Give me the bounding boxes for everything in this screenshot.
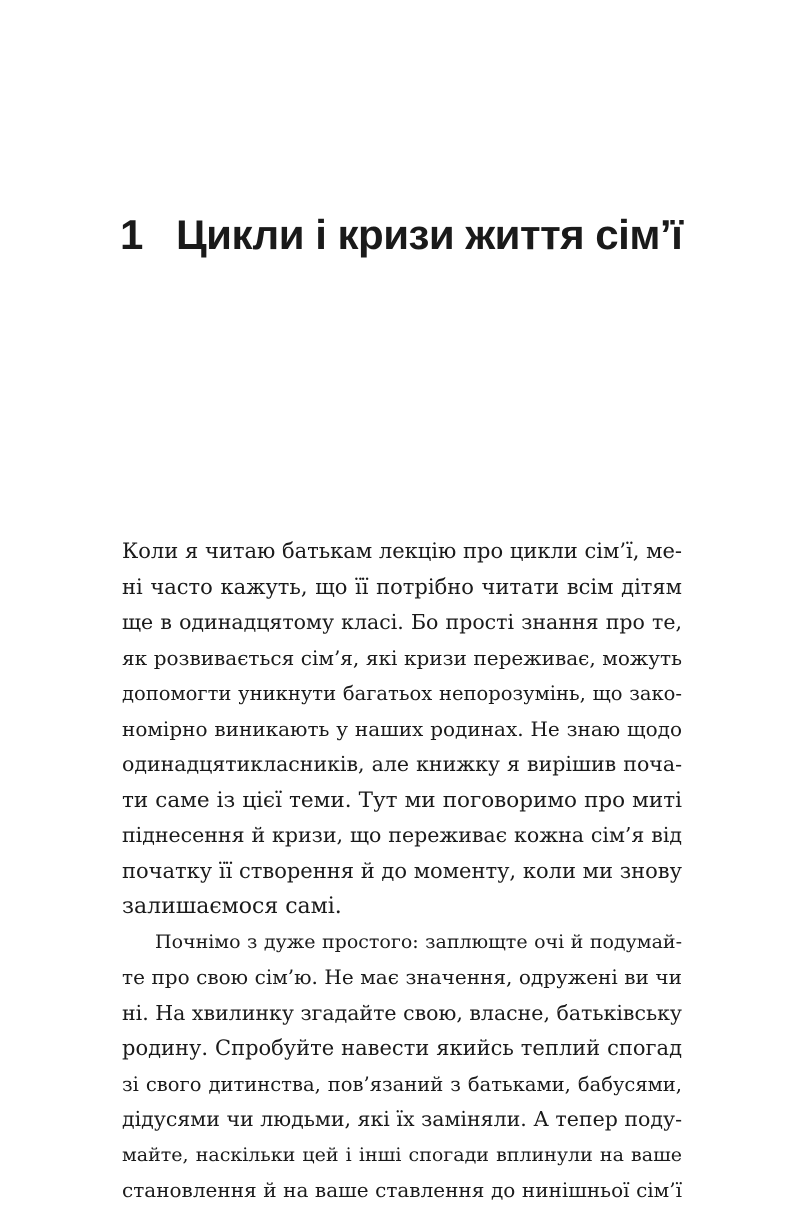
text-line: зі свого дитинства, пов’язаний з батьками, бабусями, [122,1072,682,1096]
text-line: Почнімо з дуже простого: заплющте очі й подумай- [155,930,682,953]
text-line: майте, наскільки цей і інші спогади вплинули на ваше [122,1143,682,1166]
chapter-heading [120,205,682,265]
text-line: Коли я читаю батькам лекцію про цикли сім’ї, ме- [122,539,682,563]
text-line: піднесення й кризи, що переживає кожна сім’я від [122,823,682,847]
text-line: початку її створення й до моменту, коли ми знову [122,858,682,883]
text-line: залишаємося самі. [122,894,342,919]
paragraph-2 [122,925,682,1209]
text-line: дідусями чи людьми, які їх заміняли. А тепер поду- [122,1107,682,1131]
text-line: те про свою сім’ю. Не має значення, одружені ви чи [122,965,682,989]
text-line: ще в одинадцятому класі. Бо прості знання про те, [122,610,682,634]
chapter-number: 1 [120,211,143,258]
text-line: ні часто кажуть, що її потрібно читати всім дітям [122,574,682,599]
text-line: ти саме із цієї теми. Тут ми поговоримо про миті [122,787,682,813]
text-line: допомогти уникнути багатьох непорозумінь, що зако- [122,682,682,705]
body-text [122,534,682,1209]
text-line: ні. На хвилинку згадайте свою, власне, батьківську [122,1000,682,1025]
text-line: становлення й на ваше ставлення до нинішньої сім’ї [122,1178,682,1202]
paragraph-1 [122,534,682,925]
text-line: родину. Спробуйте навести якийсь теплий спогад [122,1036,682,1060]
text-line: номірно виникають у наших родинах. Не знаю щодо [122,716,682,741]
text-line: одинадцятикласників, але книжку я вирішив почa- [122,752,682,776]
text-line: як розвивається сім’я, які кризи переживає, можуть [122,645,682,670]
chapter-title: Цикли і кризи життя сім’ї [176,211,683,258]
